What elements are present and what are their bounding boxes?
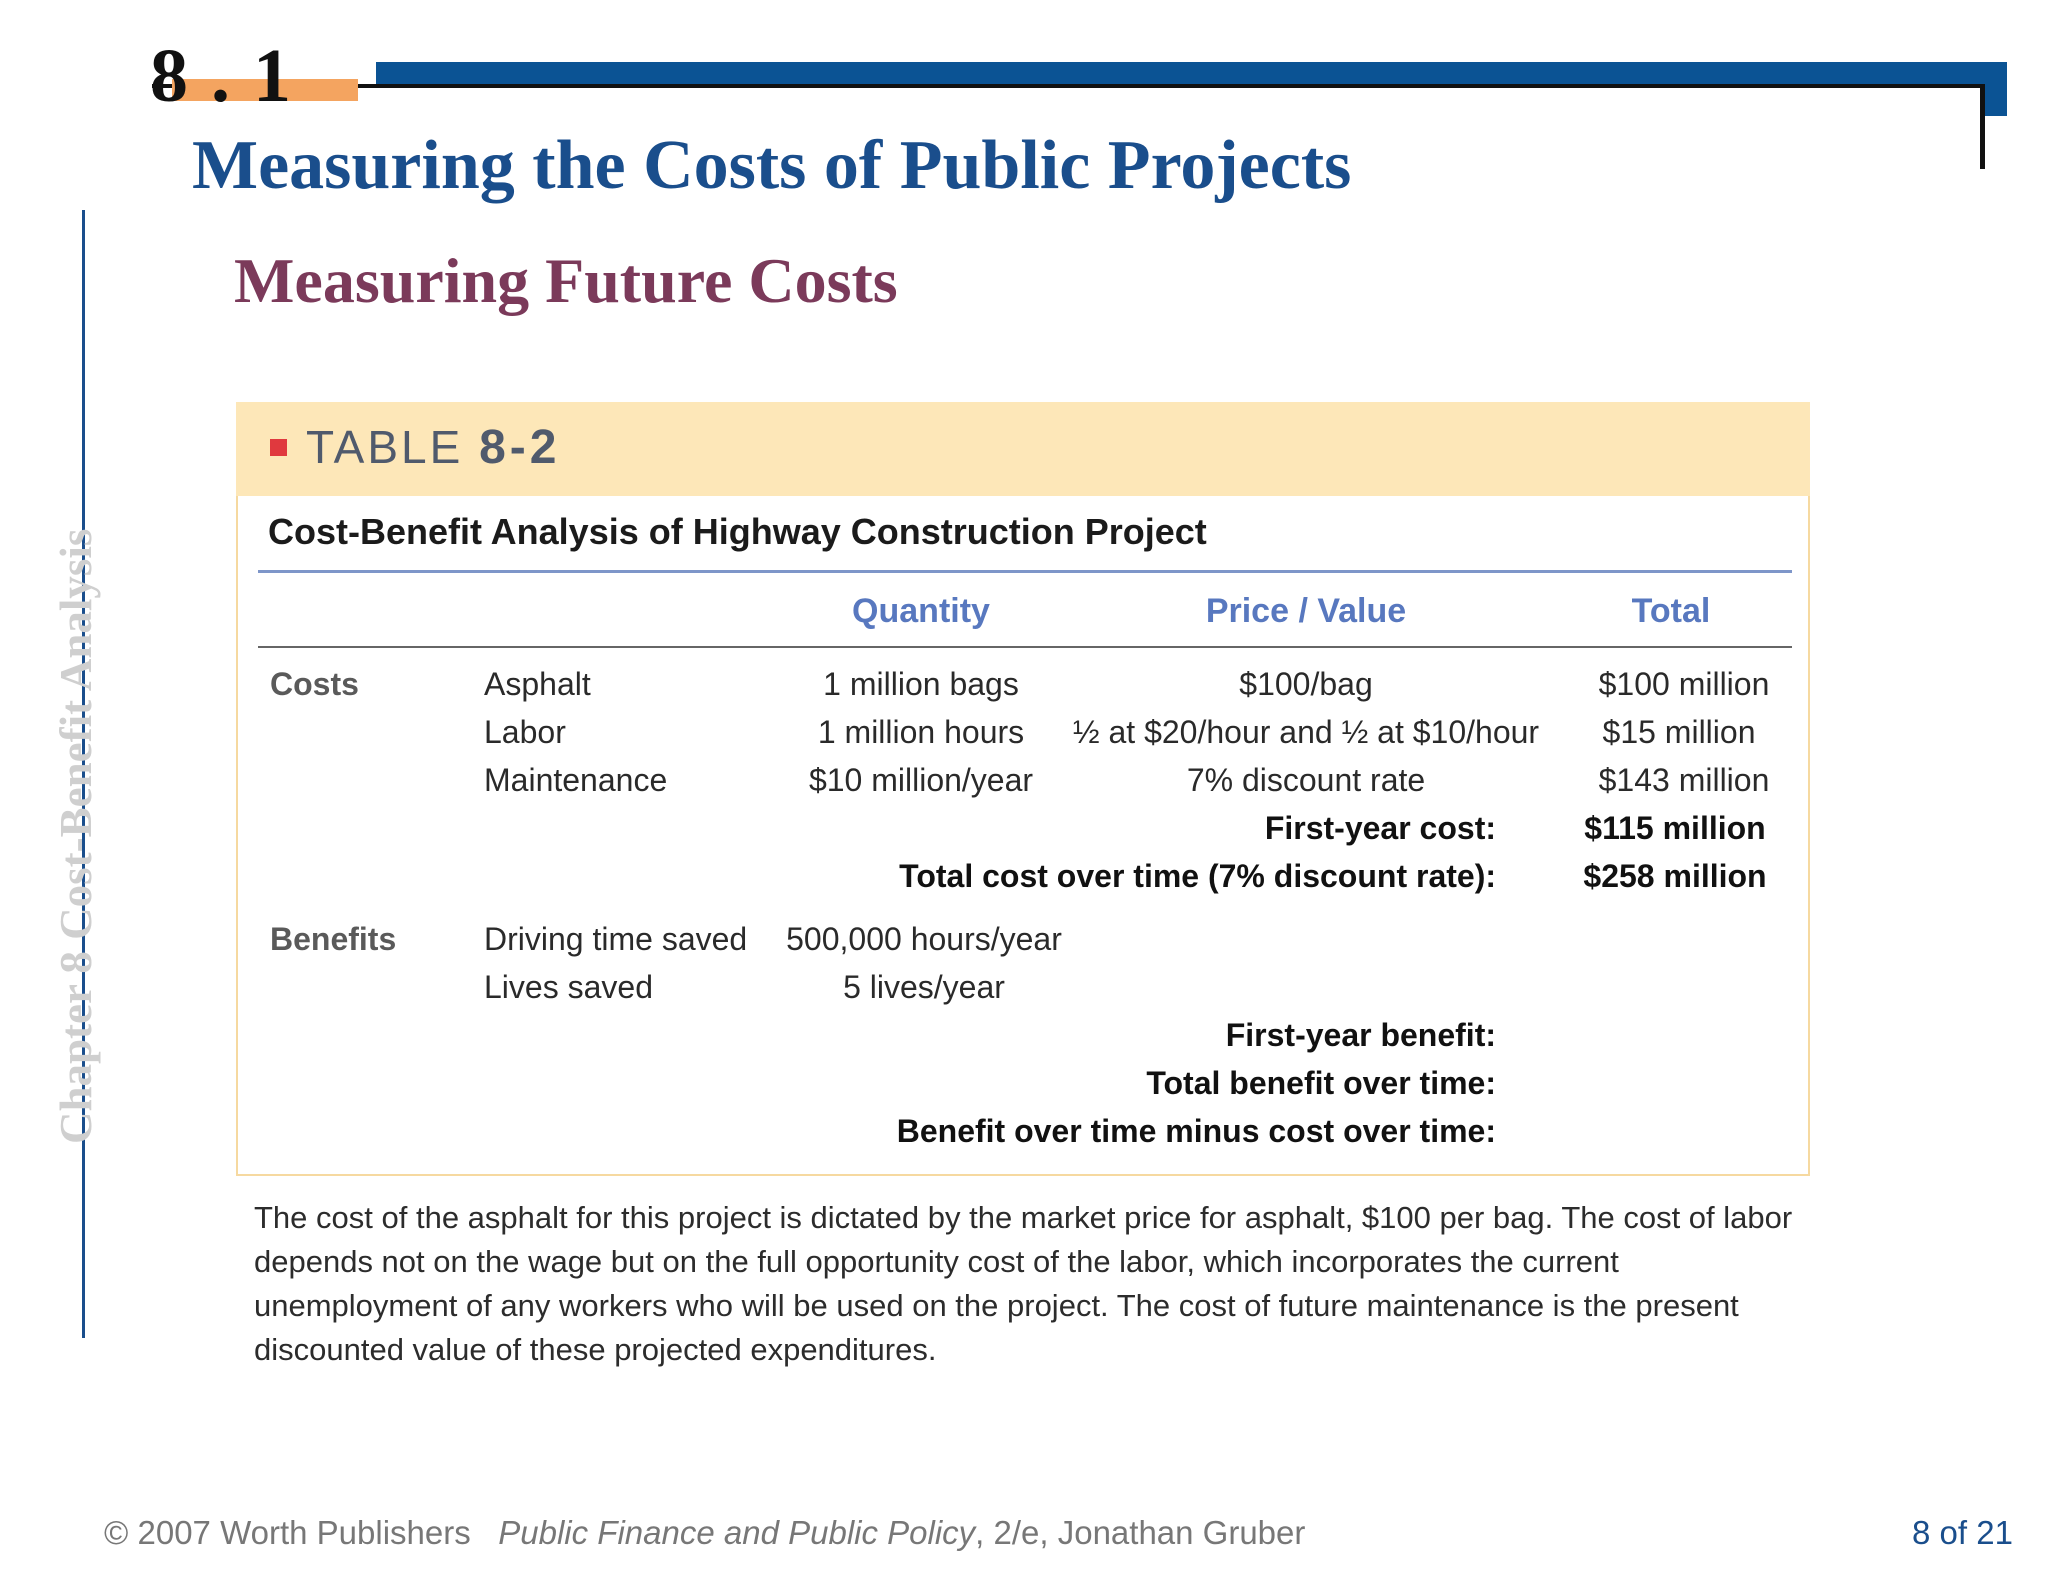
column-header-total: Total — [1631, 592, 1711, 630]
table-caption: Cost-Benefit Analysis of Highway Construction Project — [268, 511, 1207, 552]
cost-item: Labor — [484, 714, 566, 750]
table-note: The cost of the asphalt for this project is dictated by the market price for asphalt, $100 per bag. The cost of labor depends not on the wage but on the full opportunity cost of the labor, which incorporates the current unemployment of any workers who will be used on the project. The cost of future maintenance is the present discounted value of these projected expenditures. — [254, 1200, 1793, 1367]
section-dash-right — [358, 84, 376, 88]
total-cost-over-time-label: Total cost over time (7% discount rate): — [899, 858, 1496, 894]
column-header-quantity: Quantity — [852, 592, 990, 630]
table-number: 8-2 — [479, 421, 561, 474]
table-bullet-icon — [270, 439, 287, 456]
header-corner-bar — [1985, 62, 2007, 116]
net-benefit-label: Benefit over time minus cost over time: — [896, 1113, 1496, 1149]
cost-price: $100/bag — [1239, 666, 1373, 702]
cost-quantity: 1 million bags — [823, 666, 1019, 702]
table-label-word: TABLE — [306, 421, 464, 473]
footer-citation — [104, 1514, 1305, 1552]
benefit-quantity: 500,000 hours/year — [786, 921, 1062, 957]
page-title: Measuring the Costs of Public Projects — [192, 127, 1352, 204]
section-number: 8 . 1 — [150, 34, 293, 118]
benefit-quantity: 5 lives/year — [843, 969, 1005, 1005]
header-black-rule — [376, 84, 1984, 88]
cost-price: ½ at $20/hour and ½ at $10/hour — [1072, 714, 1540, 750]
group-label-costs: Costs — [270, 666, 359, 702]
cost-item: Asphalt — [484, 666, 591, 702]
footer-book-title: Public Finance and Public Policy — [498, 1514, 976, 1551]
page-number: 8 of 21 — [1912, 1514, 2013, 1551]
footer-book-edition: , 2/e, Jonathan Gruber — [975, 1514, 1306, 1551]
benefit-item: Driving time saved — [484, 921, 748, 957]
table-rule-top — [258, 570, 1792, 573]
chapter-label: Chapter 8 Cost-Benefit Analysis — [51, 528, 101, 1144]
first-year-benefit-label: First-year benefit: — [1225, 1017, 1496, 1053]
group-label-benefits: Benefits — [270, 921, 397, 957]
column-header-price: Price / Value — [1205, 592, 1407, 630]
footer-copyright: © 2007 Worth Publishers — [104, 1514, 471, 1551]
table-label — [306, 420, 560, 475]
table-rule-header — [258, 646, 1792, 648]
total-benefit-over-time-label: Total benefit over time: — [1146, 1065, 1496, 1101]
total-cost-over-time: $258 million — [1583, 858, 1767, 894]
section-subtitle: Measuring Future Costs — [234, 245, 898, 316]
header-blue-bar — [376, 62, 2006, 84]
benefit-item: Lives saved — [484, 969, 653, 1005]
cost-quantity: $10 million/year — [808, 762, 1034, 798]
first-year-cost-total: $115 million — [1584, 810, 1766, 846]
cost-total: $100 million — [1598, 666, 1770, 702]
first-year-cost-label: First-year cost: — [1264, 810, 1496, 846]
cost-total: $143 million — [1598, 762, 1770, 798]
cost-price: 7% discount rate — [1186, 762, 1426, 798]
cost-quantity: 1 million hours — [817, 714, 1025, 750]
cost-total: $15 million — [1602, 714, 1756, 750]
cost-item: Maintenance — [484, 762, 668, 798]
